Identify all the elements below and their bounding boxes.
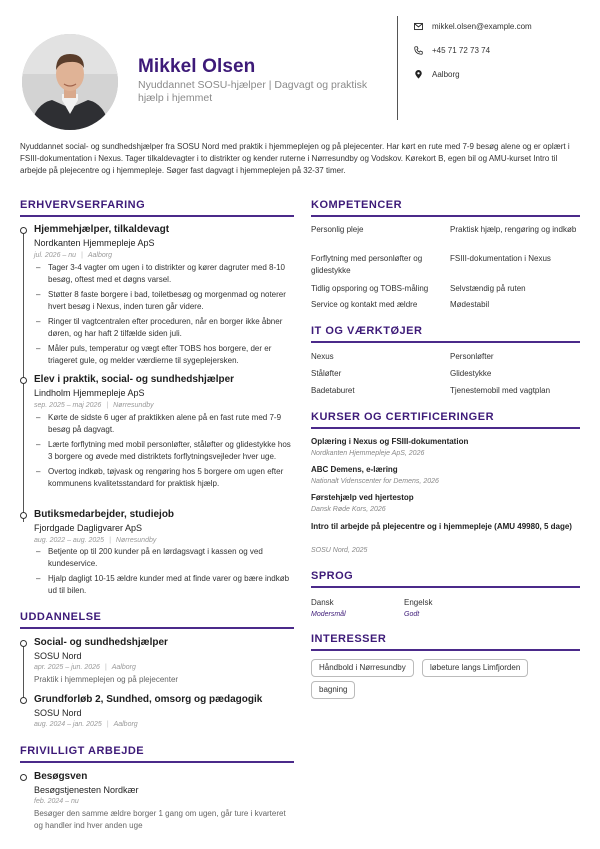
resume-header: [0, 0, 600, 140]
avatar: [22, 34, 118, 130]
list-item: – Måler puls, temperatur og vægt efter TOBS hos borgere, der er triageret gule, og melder værdierne til sygeplejersken.: [36, 343, 292, 367]
education-dates: aug. 2024 – jan. 2025: [34, 721, 102, 728]
volunteer-note: Besøger den samme ældre borger 1 gang om ugen, går ture i kvarteret og handler ind hver anden uge: [34, 809, 286, 830]
interest-chip: Håndbold i Nørresundby: [311, 659, 414, 677]
job-title: Hjemmehjælper, tilkaldevagt: [34, 224, 170, 235]
skill-item: Service og kontakt med ældre: [311, 300, 418, 309]
timeline-dot: [20, 774, 27, 781]
job-meta: jul. 2026 – nu | Aalborg: [34, 252, 113, 259]
course-meta: SOSU Nord, 2025: [311, 547, 368, 554]
timeline-dot: [20, 512, 27, 519]
course-meta: Nordkanten Hjemmepleje ApS, 2026: [311, 450, 425, 457]
location-text: Aalborg: [432, 70, 460, 79]
contact-location: [414, 70, 460, 79]
job-title: Butiksmedarbejder, studiejob: [34, 509, 175, 520]
job-title: Elev i praktik, social- og sundhedshjælper: [34, 374, 235, 385]
skill-item: Forflytning med personløfter og glidestykke: [311, 254, 423, 275]
education-meta: apr. 2025 – jun. 2026 | Aalborg: [34, 664, 136, 671]
education-title: Grundforløb 2, Sundhed, omsorg og pædagogik: [34, 694, 263, 705]
language-name: Dansk: [311, 598, 334, 607]
candidate-headline: Nyuddannet SOSU-hjælper | Dagvagt og praktisk hjælp i hjemmet: [138, 79, 368, 104]
education-school: SOSU Nord: [34, 651, 82, 661]
skill-item: Selvstændig på ruten: [450, 284, 526, 293]
tool-item: Glidestykke: [450, 369, 492, 378]
language-name: Engelsk: [404, 598, 433, 607]
section-rule: [20, 761, 294, 763]
timeline-dot: [20, 697, 27, 704]
volunteer-org: Besøgstjenesten Nordkær: [34, 785, 139, 795]
section-title-languages: SPROG: [311, 570, 354, 582]
course-meta: Dansk Røde Kors, 2026: [311, 506, 386, 513]
education-place: Aalborg: [113, 721, 138, 728]
envelope-icon: [414, 22, 423, 31]
timeline-dot: [20, 377, 27, 384]
job-dates: aug. 2022 – aug. 2025: [34, 537, 105, 544]
timeline-line: [23, 644, 24, 702]
job-place: Aalborg: [87, 252, 113, 259]
section-title-volunteer: FRIVILLIGT ARBEJDE: [20, 745, 145, 757]
job-bullets: [36, 412, 292, 493]
job-meta: sep. 2025 – maj 2026 | Nørresundby: [34, 402, 154, 409]
tool-item: Personløfter: [450, 352, 494, 361]
list-item: – Betjente op til 200 kunder på en lørdagsvagt i kassen og ved kundeservice.: [36, 546, 292, 570]
job-employer: Fjordgade Dagligvarer ApS: [34, 523, 143, 533]
section-title-skills: KOMPETENCER: [311, 199, 403, 211]
job-place: Nørresundby: [113, 402, 154, 409]
list-item: – Tager 3-4 vagter om ugen i to distrikter og kører dagruter med 8-10 besøg, oftest med et døgns varsel.: [36, 262, 292, 286]
skill-item: FSIII-dokumentation i Nexus: [450, 254, 551, 263]
tool-item: Badetaburet: [311, 386, 355, 395]
education-title: Social- og sundhedshjælper: [34, 637, 168, 648]
list-item: – Lærte forflytning med mobil personløfter, ståløfter og glidestykke hos 3 borgere og øvede med distriktets forflytningsvejleder hver uge.: [36, 439, 292, 463]
section-rule: [311, 427, 580, 429]
skill-item: Personlig pleje: [311, 225, 364, 234]
job-employer: Nordkanten Hjemmepleje ApS: [34, 238, 155, 248]
job-bullets: [36, 546, 292, 600]
interest-chip: bagning: [311, 681, 355, 699]
education-school: SOSU Nord: [34, 708, 82, 718]
course-title: Oplæring i Nexus og FSIII-dokumentation: [311, 437, 469, 446]
interest-chip: løbeture langs Limfjorden: [422, 659, 528, 677]
course-title: Førstehjælp ved hjertestop: [311, 493, 414, 502]
list-item: – Hjalp dagligt 10-15 ældre kunder med at finde varer og bære indkøb ud til bilen.: [36, 573, 292, 597]
course-title: Intro til arbejde på plejecentre og i hjemmepleje (AMU 49980, 5 dage): [311, 522, 572, 531]
section-title-interests: INTERESSER: [311, 633, 387, 645]
section-rule: [311, 649, 580, 651]
tool-item: Ståløfter: [311, 369, 342, 378]
candidate-name: Mikkel Olsen: [138, 56, 256, 77]
list-item: – Kørte de sidste 6 uger af praktikken alene på en fast rute med 7-9 besøg på dagvagt.: [36, 412, 292, 436]
education-meta: aug. 2024 – jan. 2025 | Aalborg: [34, 721, 138, 728]
volunteer-dates: feb. 2024 – nu: [34, 798, 79, 805]
course-title: ABC Demens, e-læring: [311, 465, 398, 474]
list-item: – Ringer til vagtcentralen efter proceduren, når en borger ikke åbner døren, og har haft 2 tilfælde siden juli.: [36, 316, 292, 340]
list-item: – Støtter 8 faste borgere i bad, toiletbesøg og morgenmad og noterer hvert besøg i Nexus, inden turen går videre.: [36, 289, 292, 313]
job-dates: jul. 2026 – nu: [34, 252, 77, 259]
section-title-courses: KURSER OG CERTIFICERINGER: [311, 411, 495, 423]
list-item: – Overtog indkøb, tøjvask og rengøring hos 5 borgere om ugen efter kommunens kvalitetsstandard for praktisk hjælp.: [36, 466, 292, 490]
skill-item: Tidlig opsporing og TOBS-måling: [311, 284, 429, 293]
education-dates: apr. 2025 – jun. 2026: [34, 664, 100, 671]
tool-item: Tjenestemobil med vagtplan: [450, 386, 551, 395]
timeline-dot: [20, 227, 27, 234]
timeline-dot: [20, 640, 27, 647]
course-meta: Nationalt Videnscenter for Demens, 2026: [311, 478, 439, 485]
job-bullets: [36, 262, 292, 370]
profile-summary: Nyuddannet social- og sundhedshjælper fra SOSU Nord med praktik i hjemmeplejen og på plejecenter. Har kørt en rute med 7-9 besøg alene og er oplært i FSIII-dokumentation i Nexus. Tager tilkaldevagter i to distrikter og kender ruterne i Nørresundby og Vodskov. Kørekort B, egen bil og AMU-kurset Intro til arbejde på plejecentre og i hjemmepleje. Søger fast dagvagt i hjemmeplejen på 32-37 timer.: [20, 142, 570, 175]
section-rule: [20, 627, 294, 629]
job-meta: aug. 2022 – aug. 2025 | Nørresundby: [34, 537, 157, 544]
email-text: mikkel.olsen@example.com: [432, 22, 532, 31]
section-rule: [311, 341, 580, 343]
education-note: Praktik i hjemmeplejen og på plejecenter: [34, 675, 179, 684]
section-rule: [311, 215, 580, 217]
section-rule: [20, 215, 294, 217]
education-place: Aalborg: [111, 664, 136, 671]
phone-text: +45 71 72 73 74: [432, 46, 491, 55]
phone-icon: [414, 46, 423, 55]
section-title-experience: ERHVERVSERFARING: [20, 199, 146, 211]
section-title-tools: IT OG VÆRKTØJER: [311, 325, 423, 337]
header-divider: [397, 16, 398, 120]
section-rule: [311, 586, 580, 588]
job-place: Nørresundby: [115, 537, 157, 544]
contact-email[interactable]: [414, 22, 532, 31]
map-pin-icon: [414, 70, 423, 79]
job-employer: Lindholm Hjemmepleje ApS: [34, 388, 145, 398]
section-title-education: UDDANNELSE: [20, 611, 102, 623]
language-level: Modersmål: [311, 611, 346, 618]
volunteer-title: Besøgsven: [34, 771, 88, 782]
job-dates: sep. 2025 – maj 2026: [34, 402, 102, 409]
skill-item: Praktisk hjælp, rengøring og indkøb: [450, 225, 577, 234]
profile-photo: [22, 34, 118, 130]
tool-item: Nexus: [311, 352, 334, 361]
language-level: Godt: [404, 611, 420, 618]
skill-item: Mødestabil: [450, 300, 490, 309]
contact-phone[interactable]: [414, 46, 490, 55]
